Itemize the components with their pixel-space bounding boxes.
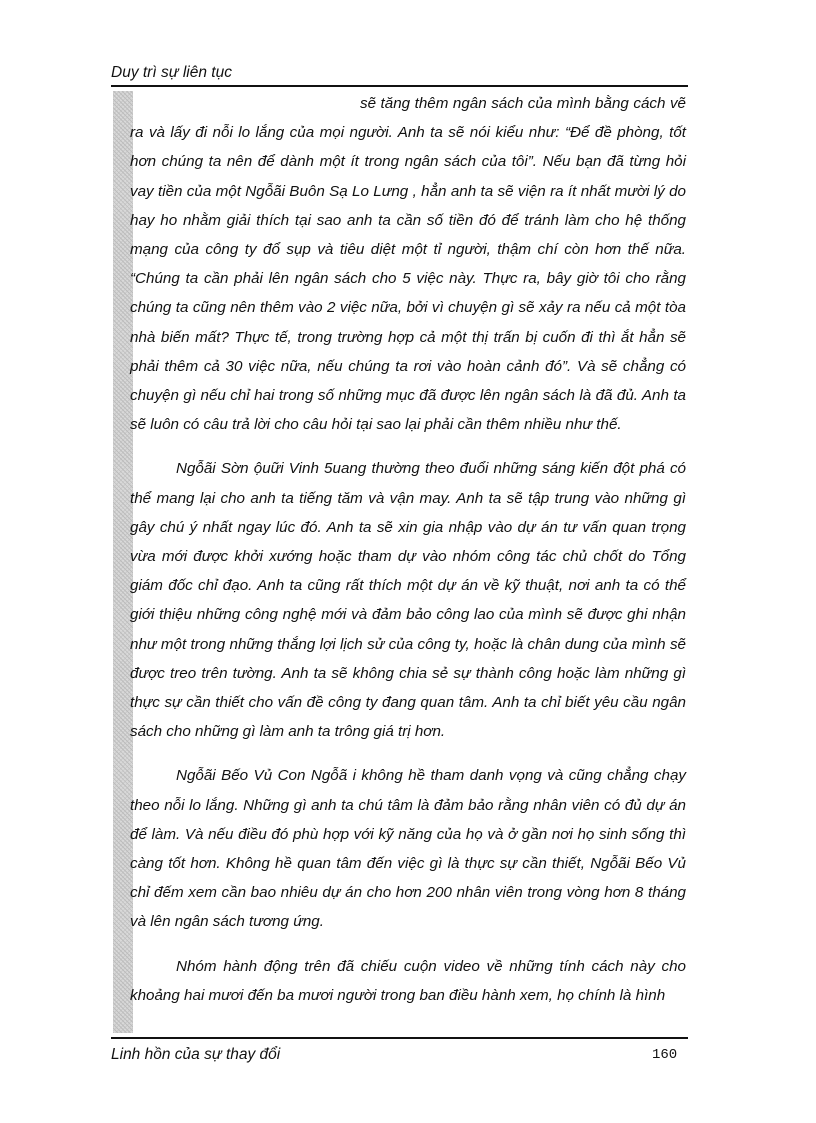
running-header: Duy trì sự liên tục xyxy=(111,64,232,81)
footer-book-title: Linh hồn của sự thay đổi xyxy=(111,1046,281,1063)
header-rule xyxy=(111,85,688,87)
paragraph: sẽ tăng thêm ngân sách của mình bằng cách vẽ ra và lấy đi nỗi lo lắng của mọi người. Anh ta sẽ nói kiểu như: “Để đề phòng, tốt hơn chúng ta nên để dành một ít trong ngân sách của tôi”. Nếu bạn đã từng hỏi vay tiền của một Ngỗãi Buôn Sạ Lo Lưng , hẳn anh ta sẽ viện ra ít nhất mười lý do hay ho nhằm giải thích tại sao anh ta cần số tiền đó để tránh làm cho hệ thống mạng của công ty đổ sụp và tiêu diệt một tỉ người, thậm chí còn hơn thế nữa. “Chúng ta cần phải lên ngân sách cho 5 việc này. Thực ra, bây giờ tôi cho rằng chúng ta cũng nên thêm vào 2 việc nữa, bởi vì chuyện gì sẽ xảy ra nếu cả một tòa nhà biến mất? Thực tế, trong trường hợp cả một thị trấn bị cuốn đi thì ắt hẳn sẽ phải thêm cả 30 việc nữa, nếu chúng ta rơi vào hoàn cảnh đó”. Và sẽ chẳng có chuyện gì nếu chỉ hai trong số những mục đã được lên ngân sách là đã đủ. Anh ta sẽ luôn có câu trả lời cho câu hỏi tại sao lại phải cần thêm nhiều như thế. xyxy=(130,95,686,434)
paragraph: Ngỗãi Sờn ộuữi Vinh 5uang thường theo đuổi những sáng kiến đột phá có thể mang lại cho anh ta tiếng tăm và vận may. Anh ta sẽ tập trung vào những gì gây chú ý nhất ngay lúc đó. Anh ta sẽ xin gia nhập vào dự án tư vấn quan trọng vừa mới được khởi xướng hoặc tham dự vào nhóm công tác chủ chốt do Tổng giám đốc chỉ đạo. Anh ta cũng rất thích một dự án về kỹ thuật, nơi anh ta có thể giới thiệu những công nghệ mới và đảm bảo công lao của mình sẽ được ghi nhận như một trong những thắng lợi lịch sử của công ty, hoặc là chân dung của mình sẽ được treo trên tường. Anh ta sẽ không chia sẻ sự thành công hoặc làm những gì thực sự cần thiết cho vấn đề công ty đang quan tâm. Anh ta chỉ biết yêu cầu ngân sách cho những gì làm anh ta trông giá trị hơn. xyxy=(130,460,686,741)
page-number: 160 xyxy=(652,1047,678,1063)
paragraph: Nhóm hành động trên đã chiếu cuộn video về những tính cách này cho khoảng hai mươi đến ba mươi người trong ban điều hành xem, họ chính là hình xyxy=(130,957,686,1004)
footer-rule xyxy=(111,1037,688,1039)
paragraph: Ngỗãi Bếo Vủ Con Ngỗã i không hề tham danh vọng và cũng chẳng chạy theo nỗi lo lắng. Những gì anh ta chú tâm là đảm bảo rằng nhân viên có đủ dự án để làm. Và nếu điều đó phù hợp với kỹ năng của họ và ở gần nơi họ sinh sống thì càng tốt hơn. Không hề quan tâm đến việc gì là thực sự cần thiết, Ngỗãi Bếo Vủ chỉ đếm xem cần bao nhiêu dự án cho hơn 200 nhân viên trong vòng hơn 8 tháng và lên ngân sách tương ứng. xyxy=(130,767,686,931)
body-text xyxy=(130,89,686,1025)
